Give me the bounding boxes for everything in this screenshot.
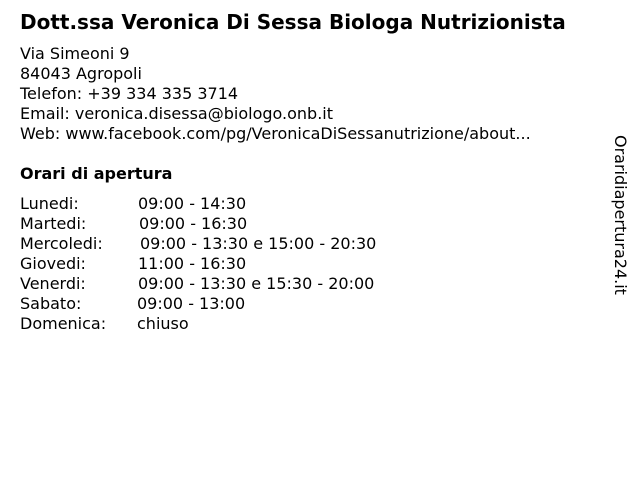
day-label: Sabato: <box>20 294 82 313</box>
time-value: 09:00 - 13:30 e 15:30 - 20:00 <box>138 274 375 293</box>
web-line: Web: www.facebook.com/pg/VeronicaDiSessanutrizione/about... <box>20 124 531 143</box>
day-label: Martedi: <box>20 214 87 233</box>
time-value: 09:00 - 14:30 <box>138 194 247 213</box>
email-line: Email: veronica.disessa@biologo.onb.it <box>20 104 333 123</box>
contact-info <box>20 44 531 144</box>
time-value: 11:00 - 16:30 <box>138 254 247 273</box>
site-watermark: Oraridiapertura24.it <box>611 135 630 295</box>
time-value: chiuso <box>137 314 189 333</box>
time-value: 09:00 - 13:00 <box>137 294 246 313</box>
business-name: Dott.ssa Veronica Di Sessa Biologa Nutrizionista <box>20 10 566 34</box>
address-street: Via Simeoni 9 <box>20 44 130 63</box>
opening-hours-heading: Orari di apertura <box>20 164 173 183</box>
day-label: Lunedi: <box>20 194 79 213</box>
day-label: Venerdi: <box>20 274 86 293</box>
day-label: Mercoledi: <box>20 234 103 253</box>
address-city: 84043 Agropoli <box>20 64 142 83</box>
time-value: 09:00 - 16:30 <box>139 214 248 233</box>
day-label: Giovedi: <box>20 254 86 273</box>
time-value: 09:00 - 13:30 e 15:00 - 20:30 <box>140 234 377 253</box>
day-label: Domenica: <box>20 314 107 333</box>
phone-line: Telefon: +39 334 335 3714 <box>20 84 239 103</box>
